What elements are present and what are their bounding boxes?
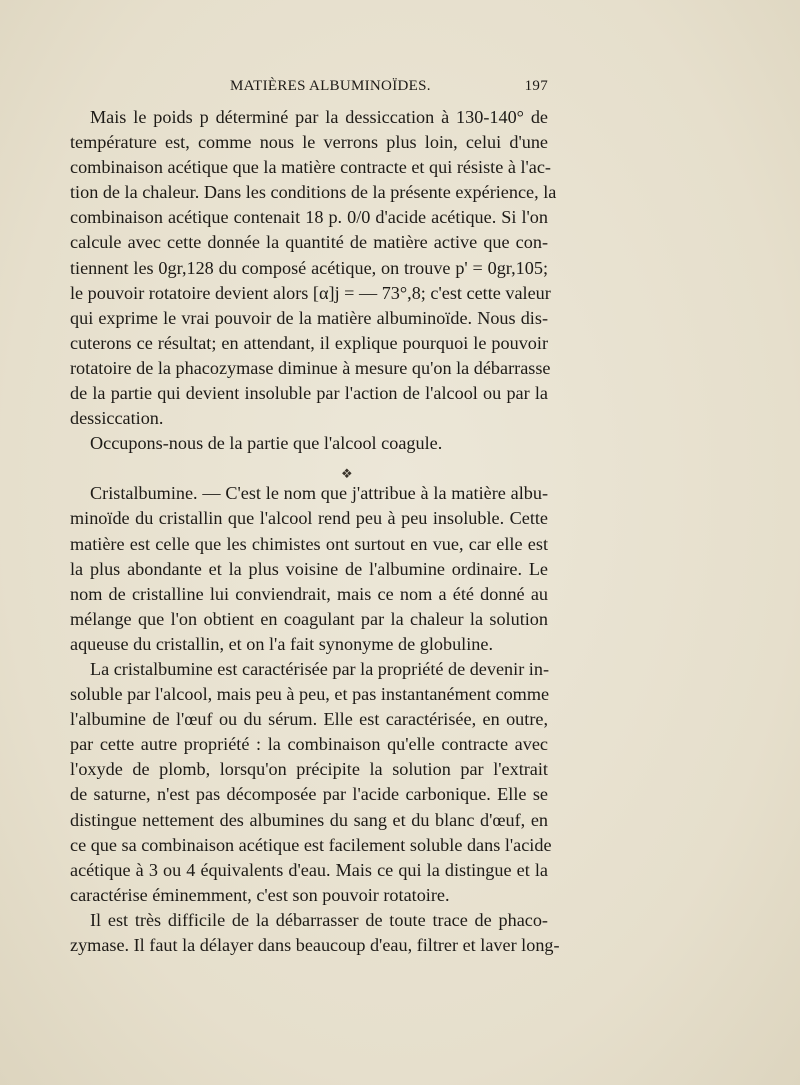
text-line: ce que sa combinaison acétique est facilement soluble dans l'acide bbox=[70, 834, 552, 855]
running-head-title: MATIÈRES ALBUMINOÏDES. bbox=[230, 78, 431, 94]
text-line: Cristalbumine. — C'est le nom que j'attribue à la matière albu- bbox=[90, 483, 548, 504]
text-line: zymase. Il faut la délayer dans beaucoup d'eau, filtrer et laver long- bbox=[70, 935, 560, 955]
text-line: soluble par l'alcool, mais peu à peu, et pas instantanément comme bbox=[70, 684, 550, 705]
text-line: caractérise éminemment, c'est son pouvoir rotatoire. bbox=[70, 884, 450, 905]
text-line: Il est très difficile de la débarrasser de toute trace de phaco- bbox=[90, 909, 548, 930]
text-line: tion de la chaleur. Dans les conditions de la présente expérience, la bbox=[70, 182, 557, 203]
text-line: minoïde du cristallin que l'alcool rend peu à peu insoluble. Cette bbox=[70, 508, 548, 529]
text-line: nom de cristalline lui conviendrait, mais ce nom a été donné au bbox=[70, 583, 548, 604]
text-line: combinaison acétique contenait 18 p. 0/0 d'acide acétique. Si l'on bbox=[70, 207, 548, 228]
ink-mark-icon: ❖ bbox=[341, 466, 353, 482]
page-number: 197 bbox=[524, 78, 548, 94]
text-line: rotatoire de la phacozymase diminue à mesure qu'on la débarrasse bbox=[70, 357, 551, 378]
text-line: l'albumine de l'œuf ou du sérum. Elle est caractérisée, en outre, bbox=[70, 709, 548, 730]
text-line: combinaison acétique que la matière contracte et qui résiste à l'ac- bbox=[70, 157, 551, 178]
text-line: l'oxyde de plomb, lorsqu'on précipite la solution par l'extrait bbox=[70, 759, 548, 780]
text-line: de la partie qui devient insoluble par l'action de l'alcool ou par la bbox=[70, 383, 548, 404]
text-line: mélange que l'on obtient en coagulant par la chaleur la solution bbox=[70, 608, 548, 629]
text-line: qui exprime le vrai pouvoir de la matière albuminoïde. Nous dis- bbox=[70, 307, 548, 328]
text-line: aqueuse du cristallin, et on l'a fait synonyme de globuline. bbox=[70, 633, 494, 654]
text-line: matière est celle que les chimistes ont surtout en vue, car elle est bbox=[70, 533, 548, 554]
text-line: par cette autre propriété : la combinaison qu'elle contracte avec bbox=[70, 734, 548, 755]
text-line: cuterons ce résultat; en attendant, il explique pourquoi le pouvoir bbox=[70, 332, 548, 353]
text-line: température est, comme nous le verrons plus loin, celui d'une bbox=[70, 132, 548, 153]
text-line: Occupons-nous de la partie que l'alcool coagule. bbox=[90, 433, 443, 454]
text-line: le pouvoir rotatoire devient alors [α]j = — 73°,8; c'est cette valeur bbox=[70, 282, 551, 303]
text-line: La cristalbumine est caractérisée par la propriété de devenir in- bbox=[90, 658, 550, 679]
text-line: de saturne, n'est pas décomposée par l'acide carbonique. Elle se bbox=[70, 784, 548, 805]
text-line: acétique à 3 ou 4 équivalents d'eau. Mais ce qui la distingue et la bbox=[70, 859, 548, 880]
section-break bbox=[70, 456, 548, 481]
text-line: tiennent les 0gr,128 du composé acétique, on trouve p' = 0gr,105; bbox=[70, 257, 548, 278]
text-line: distingue nettement des albumines du sang et du blanc d'œuf, en bbox=[70, 809, 548, 830]
running-head bbox=[70, 78, 548, 100]
text-line: dessiccation. bbox=[70, 408, 164, 429]
body-text bbox=[70, 105, 560, 958]
text-line: la plus abondante et la plus voisine de l'albumine ordinaire. Le bbox=[70, 558, 548, 579]
text-line: Mais le poids p déterminé par la dessiccation à 130-140° de bbox=[90, 107, 548, 127]
text-line: calcule avec cette donnée la quantité de matière active que con- bbox=[70, 232, 548, 253]
